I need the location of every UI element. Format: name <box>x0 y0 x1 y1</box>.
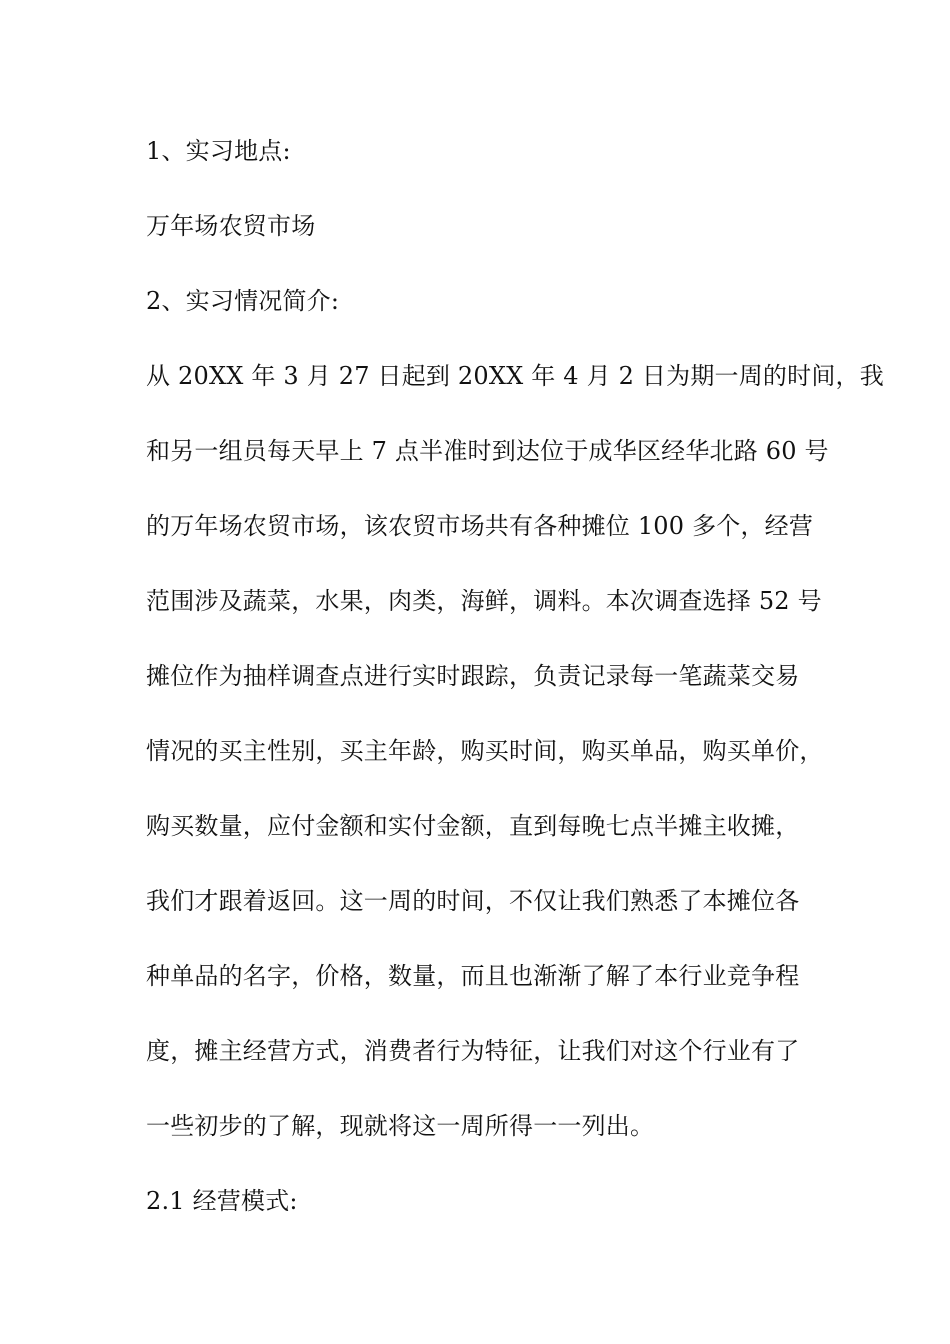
section-heading-summary: 2、实习情况简介: <box>146 287 340 315</box>
paragraph-line: 购买数量，应付金额和实付金额，直到每晚七点半摊主收摊， <box>146 812 800 840</box>
paragraph-line: 范围涉及蔬菜，水果，肉类，海鲜，调料。本次调查选择 52 号 <box>146 587 822 615</box>
section-heading-business-model: 2.1 经营模式: <box>146 1187 298 1215</box>
section-heading-location: 1、实习地点: <box>146 137 291 165</box>
paragraph-line: 的万年场农贸市场，该农贸市场共有各种摊位 100 多个，经营 <box>146 512 814 540</box>
paragraph-line: 情况的买主性别，买主年龄，购买时间，购买单品，购买单价， <box>146 737 824 765</box>
paragraph-line: 种单品的名字，价格，数量，而且也渐渐了解了本行业竞争程 <box>146 962 800 990</box>
paragraph-line: 和另一组员每天早上 7 点半准时到达位于成华区经华北路 60 号 <box>146 437 829 465</box>
location-text: 万年场农贸市场 <box>146 212 316 240</box>
paragraph-line: 一些初步的了解，现就将这一周所得一一列出。 <box>146 1112 655 1140</box>
paragraph-line: 摊位作为抽样调查点进行实时跟踪，负责记录每一笔蔬菜交易 <box>146 662 800 690</box>
paragraph-line: 从 20XX 年 3 月 27 日起到 20XX 年 4 月 2 日为期一周的时间，我 <box>146 362 884 390</box>
paragraph-line: 我们才跟着返回。这一周的时间，不仅让我们熟悉了本摊位各 <box>146 887 800 915</box>
paragraph-line: 度，摊主经营方式，消费者行为特征，让我们对这个行业有了 <box>146 1037 800 1065</box>
